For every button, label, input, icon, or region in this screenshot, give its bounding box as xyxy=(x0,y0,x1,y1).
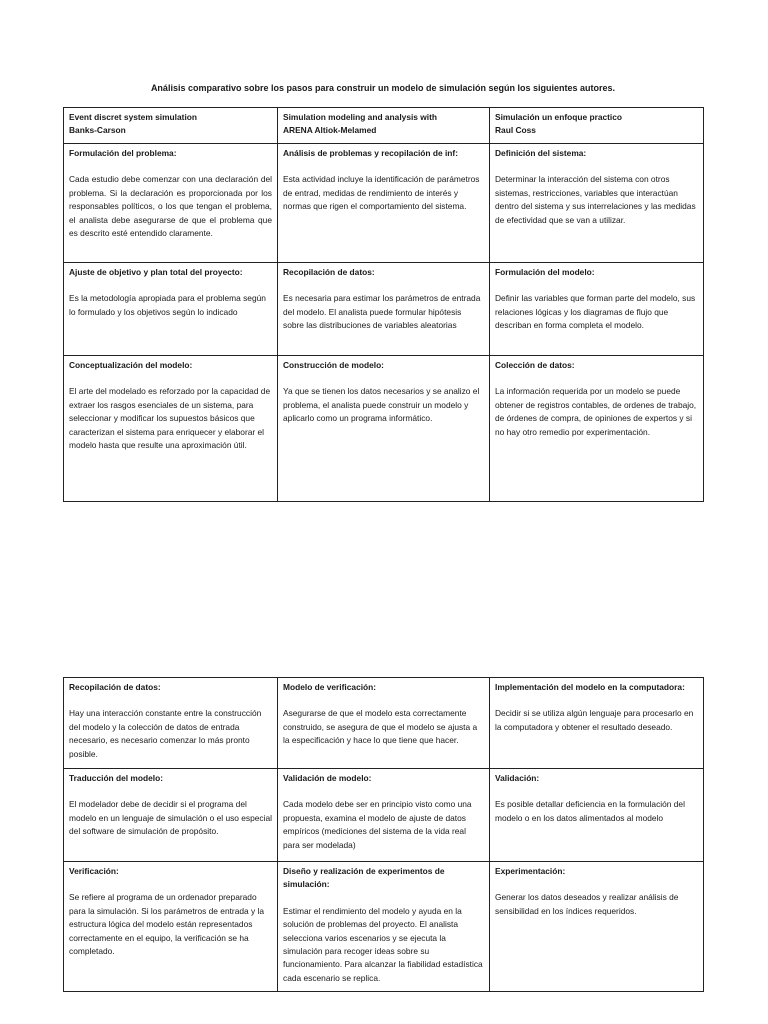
step-heading: Diseño y realización de experimentos de simulación: xyxy=(283,866,445,890)
table-row xyxy=(64,678,704,769)
step-description: Cada modelo debe ser en principio visto como una propuesta, examina el modelo de ajuste de datos empíricos (mediciones del sistema de la vida real para ser modelada) xyxy=(283,799,472,850)
step-description: Es la metodología apropiada para el problema según lo formulado y los objetivos según lo indicado xyxy=(69,293,266,317)
step-cell xyxy=(64,769,278,862)
step-cell xyxy=(64,144,278,263)
step-cell xyxy=(490,263,704,356)
step-cell xyxy=(490,678,704,769)
step-heading: Recopilación de datos: xyxy=(283,267,375,277)
step-cell xyxy=(490,144,704,263)
step-description: Determinar la interacción del sistema con otros sistemas, restricciones, variables que interactúan dentro del sistema y sus interrelaciones y las medidas de efectividad que se van a utilizar. xyxy=(495,174,696,225)
author-book-title: Simulation modeling and analysis with xyxy=(283,112,438,122)
step-heading: Análisis de problemas y recopilación de inf: xyxy=(283,148,458,158)
step-heading: Validación de modelo: xyxy=(283,773,372,783)
step-cell xyxy=(490,769,704,862)
author-name: Raul Coss xyxy=(495,125,536,136)
step-heading: Formulación del problema: xyxy=(69,148,177,158)
author-book-title: Simulación un enfoque practico xyxy=(495,112,623,122)
table-row xyxy=(64,263,704,356)
step-description: Esta actividad incluye la identificación de parámetros de entrad, medidas de rendimiento de interés y normas que rigen el comportamiento del sistema. xyxy=(283,174,480,212)
author-cell xyxy=(64,108,278,144)
table-row xyxy=(64,144,704,263)
step-heading: Validación: xyxy=(495,773,540,783)
step-heading: Conceptualización del modelo: xyxy=(69,360,193,370)
step-description: Definir las variables que forman parte del modelo, sus relaciones lógicas y los diagramas de flujo que describan en forma completa el modelo. xyxy=(495,293,696,331)
step-heading: Traducción del modelo: xyxy=(69,773,163,783)
step-description: Ya que se tienen los datos necesarios y se analizo el problema, el analista puede construir un modelo y aplicarlo como un programa informático. xyxy=(283,386,480,424)
step-cell xyxy=(64,678,278,769)
step-heading: Experimentación: xyxy=(495,866,566,876)
step-cell xyxy=(490,862,704,992)
step-cell xyxy=(278,144,490,263)
author-cell xyxy=(278,108,490,144)
step-cell xyxy=(64,263,278,356)
step-heading: Implementación del modelo en la computadora: xyxy=(495,682,685,692)
step-cell xyxy=(64,862,278,992)
step-description: Estimar el rendimiento del modelo y ayuda en la solución de problemas del proyecto. El analista selecciona varios escenarios y se ejecuta la simulación para recoger ideas sobre su funcionamiento. Para alcanzar la fiabilidad estadística cada escenario se replica. xyxy=(283,905,483,983)
step-description: Se refiere al programa de un ordenador preparado para la simulación. Si los parámetros de entrada y la estructura lógica del modelo están representados correctamente en el equipo, la verificación se ha completado. xyxy=(69,892,265,957)
step-heading: Colección de datos: xyxy=(495,360,575,370)
step-cell xyxy=(278,356,490,502)
author-cell xyxy=(490,108,704,144)
step-description: Es necesaria para estimar los parámetros de entrada del modelo. El analista puede formular hipótesis sobre las distribuciones de variables aleatorias xyxy=(283,293,481,331)
step-heading: Verificación: xyxy=(69,866,119,876)
table-row xyxy=(64,769,704,862)
author-header-row xyxy=(64,108,704,144)
step-description: Cada estudio debe comenzar con una declaración del problema. Si la declaración es proporcionada por los responsables políticos, o los que tengan el problema, el analista debe asegurarse de que el problema que es descrito esté entendido claramente. xyxy=(69,174,272,239)
comparison-table-2 xyxy=(63,677,704,992)
step-heading: Definición del sistema: xyxy=(495,148,587,158)
step-description: Asegurarse de que el modelo esta correctamente construido, se asegura de que el modelo se ajusta a la especificación y hace lo que tiene que hacer. xyxy=(283,708,478,746)
step-heading: Modelo de verificación: xyxy=(283,682,377,692)
comparison-table-1 xyxy=(63,107,704,502)
table-row xyxy=(64,356,704,502)
author-name: ARENA Altiok-Melamed xyxy=(283,125,377,136)
table-row xyxy=(64,862,704,992)
step-description: El arte del modelado es reforzado por la capacidad de extraer los rasgos esenciales de un sistema, para seleccionar y modificar los supuestos básicos que caracterizan el sistema para enriquecer y elaborar el modelo hasta que resulte una aproximación útil. xyxy=(69,386,271,451)
document-title: Análisis comparativo sobre los pasos para construir un modelo de simulación según los siguientes autores. xyxy=(150,83,616,93)
step-description: Es posible detallar deficiencia en la formulación del modelo o en los datos alimentados al modelo xyxy=(495,799,685,823)
step-cell xyxy=(278,678,490,769)
step-cell xyxy=(278,862,490,992)
step-description: La información requerida por un modelo se puede obtener de registros contables, de ordenes de trabajo, de órdenes de compra, de opiniones de expertos y si no hay otro remedio por experimentación. xyxy=(495,386,697,437)
step-description: Decidir si se utiliza algún lenguaje para procesarlo en la computadora y obtener el resultado deseado. xyxy=(495,708,694,732)
step-cell xyxy=(278,263,490,356)
step-heading: Construcción de modelo: xyxy=(283,360,384,370)
step-description: Hay una interacción constante entre la construcción del modelo y la colección de datos de entrada necesario, es necesario comenzar lo más pronto posible. xyxy=(69,708,262,759)
step-cell xyxy=(278,769,490,862)
step-heading: Recopilación de datos: xyxy=(69,682,161,692)
step-description: Generar los datos deseados y realizar análisis de sensibilidad en los índices requeridos. xyxy=(495,892,679,916)
step-heading: Formulación del modelo: xyxy=(495,267,595,277)
step-heading: Ajuste de objetivo y plan total del proyecto: xyxy=(69,267,243,277)
step-cell xyxy=(64,356,278,502)
step-description: El modelador debe de decidir si el programa del modelo en un lenguaje de simulación o el uso especial del software de simulación de propósito. xyxy=(69,799,272,837)
step-cell xyxy=(490,356,704,502)
author-name: Banks-Carson xyxy=(69,125,126,136)
author-book-title: Event discret system simulation xyxy=(69,112,197,122)
